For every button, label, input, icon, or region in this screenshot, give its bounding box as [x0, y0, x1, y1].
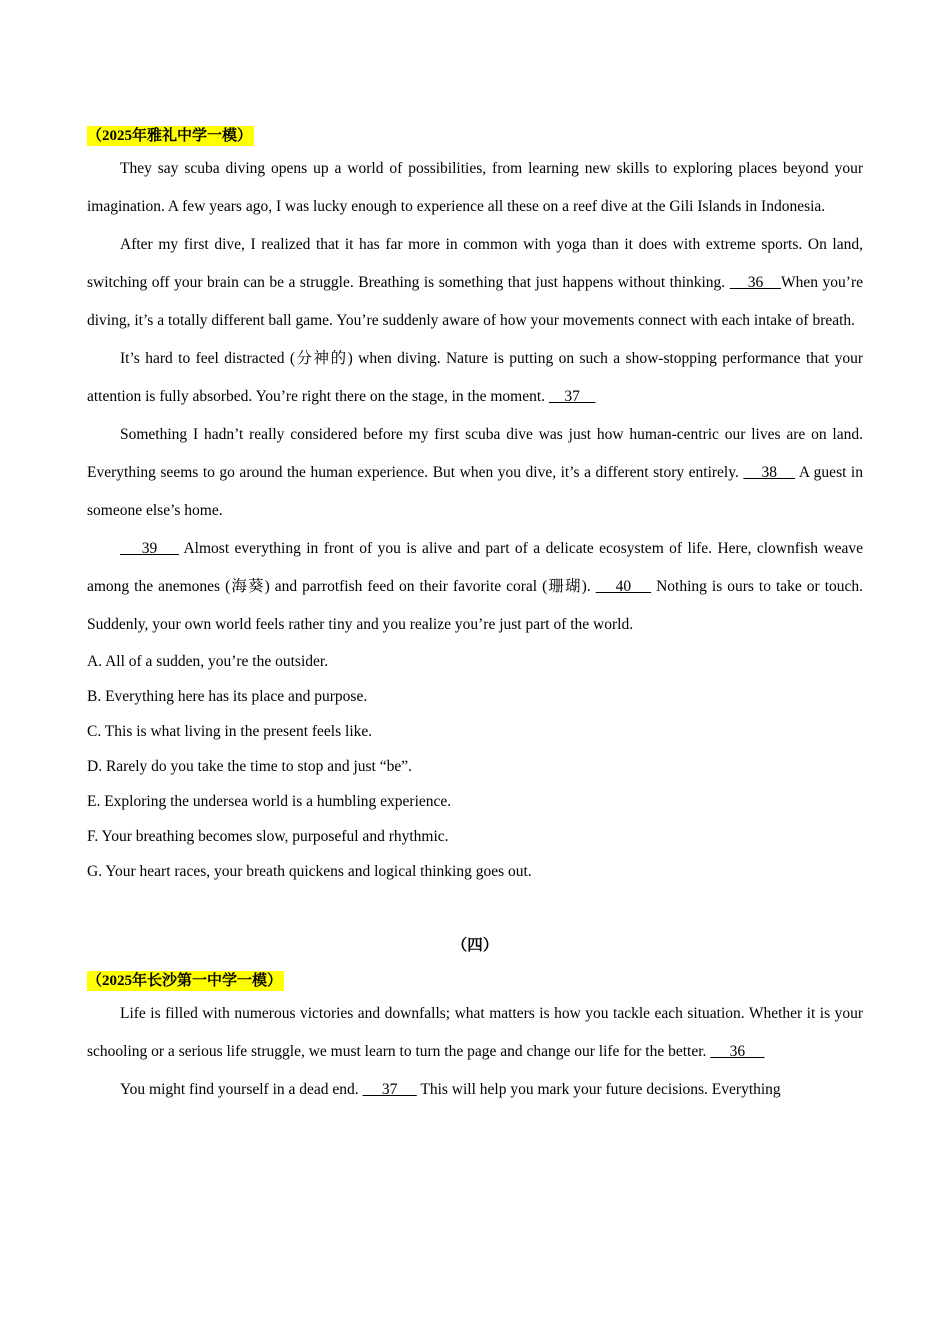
blank-37[interactable]: 37 — [362, 1081, 417, 1098]
passage-three — [87, 126, 863, 889]
paragraph-1: They say scuba diving opens up a world of possibilities, from learning new skills to exploring places beyond your imagination. A few years ago, I was lucky enough to experience all these on a reef dive at the Gili Islands in Indonesia. — [87, 160, 863, 215]
passage-four — [87, 936, 863, 1109]
option-a: A. All of a sudden, you’re the outsider. — [87, 653, 329, 670]
blank-40[interactable]: 40 — [595, 578, 652, 595]
paragraph-4: Something I hadn’t really considered before my first scuba dive was just how human-centric our lives are on land. Everything seems to go around the human experience. But when you dive, it’s a different story entirely. 38 A guest in someone else’s home. — [87, 426, 863, 519]
document-content — [87, 126, 863, 1109]
source-tag-highlight: （2025年长沙第一中学一模） — [87, 973, 283, 989]
option-c: C. This is what living in the present feels like. — [87, 723, 373, 740]
paragraph-2: You might find yourself in a dead end. 37 This will help you mark your future decisions. Everything — [120, 1081, 781, 1098]
source-tag-highlight: （2025年雅礼中学一模） — [87, 128, 253, 144]
option-b: B. Everything here has its place and purpose. — [87, 688, 368, 705]
blank-36[interactable]: 36 — [710, 1043, 765, 1060]
paragraph-5: 39 Almost everything in front of you is alive and part of a delicate ecosystem of life. Here, clownfish weave among the anemones (海葵) and parrotfish feed on their favorite coral (珊瑚). 40 Nothing is ours to take or touch. Suddenly, your own world feels rather tiny and you realize you’re just part of the world. — [87, 540, 864, 633]
options-list — [87, 644, 863, 889]
paragraph-3: It’s hard to feel distracted (分神的) when diving. Nature is putting on such a show-stopping performance that your attention is fully absorbed. You’re right there on the stage, in the moment. 37 — [87, 350, 863, 405]
blank-39[interactable]: 39 — [120, 540, 179, 557]
section-heading: （四） — [451, 937, 499, 954]
blank-38[interactable]: 38 — [743, 464, 796, 481]
blank-37[interactable]: 37 — [548, 388, 596, 405]
option-g: G. Your heart races, your breath quickens and logical thinking goes out. — [87, 863, 532, 880]
blank-36[interactable]: 36 — [729, 274, 782, 291]
paragraph-1: Life is filled with numerous victories and downfalls; what matters is how you tackle each situation. Whether it is your schooling or a serious life struggle, we must learn to turn the page and change our life for the better. 36 — [87, 1005, 863, 1060]
option-e: E. Exploring the undersea world is a humbling experience. — [87, 793, 452, 810]
option-d: D. Rarely do you take the time to stop and just “be”. — [87, 758, 412, 775]
paragraph-2: After my first dive, I realized that it has far more in common with yoga than it does with extreme sports. On land, switching off your brain can be a struggle. Breathing is something that just happens without thinking. 36 When you’re diving, it’s a totally different ball game. You’re suddenly aware of how your movements connect with each intake of breath. — [87, 236, 863, 329]
option-f: F. Your breathing becomes slow, purposeful and rhythmic. — [87, 828, 449, 845]
